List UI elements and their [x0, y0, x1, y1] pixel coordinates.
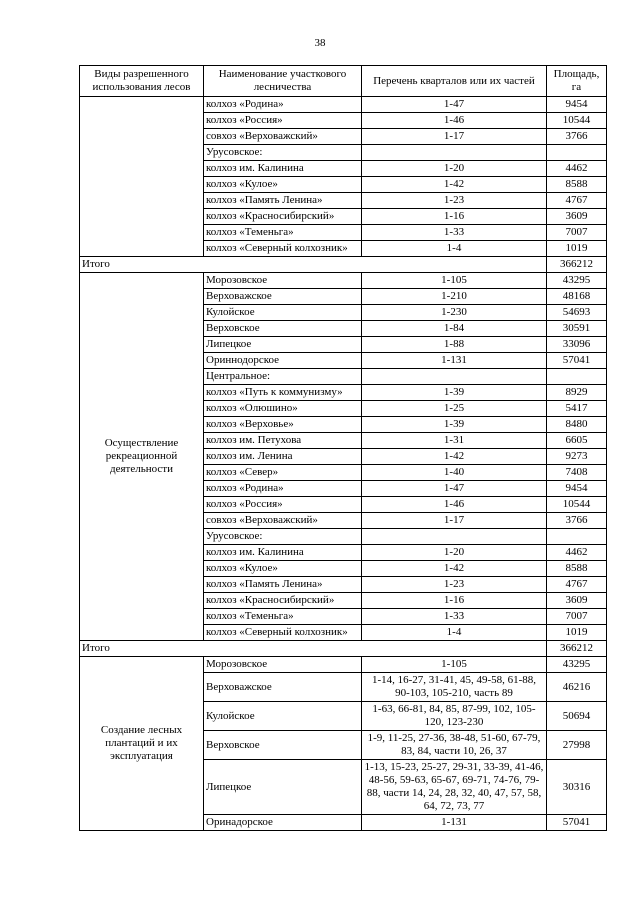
forestry-name-cell: Липецкое [204, 760, 362, 815]
quarters-cell: 1-14, 16-27, 31-41, 45, 49-58, 61-88, 90-103, 105-210, часть 89 [362, 673, 547, 702]
quarters-cell: 1-13, 15-23, 25-27, 29-31, 33-39, 41-46, 48-56, 59-63, 65-67, 69-71, 74-76, 79-88, части 14, 24, 28, 32, 40, 47, 57, 58, 64, 72, 73, 77 [362, 760, 547, 815]
page-number: 38 [314, 37, 326, 49]
area-cell: 8588 [547, 177, 607, 193]
quarters-cell: 1-23 [362, 193, 547, 209]
forestry-name-cell: совхоз «Верховажский» [204, 513, 362, 529]
area-cell: 3766 [547, 513, 607, 529]
quarters-cell: 1-9, 11-25, 27-36, 38-48, 51-60, 67-79, 83, 84, части 10, 26, 37 [362, 731, 547, 760]
total-row [80, 641, 607, 657]
area-cell: 5417 [547, 401, 607, 417]
area-cell: 33096 [547, 337, 607, 353]
forestry-name-cell: колхоз «Россия» [204, 497, 362, 513]
quarters-cell: 1-20 [362, 161, 547, 177]
forestry-name-cell: колхоз «Северный колхозник» [204, 625, 362, 641]
forestry-name-cell: Верховское [204, 321, 362, 337]
quarters-cell: 1-4 [362, 241, 547, 257]
quarters-cell: 1-16 [362, 209, 547, 225]
forestry-name-cell: колхоз «Кулое» [204, 561, 362, 577]
forestry-name-cell: колхоз «Кулое» [204, 177, 362, 193]
header-area: Площадь, га [547, 66, 607, 97]
area-cell: 8480 [547, 417, 607, 433]
quarters-cell: 1-210 [362, 289, 547, 305]
forestry-name-cell: Морозовское [204, 657, 362, 673]
forestry-name-cell: Оринадорское [204, 815, 362, 831]
area-cell: 9454 [547, 481, 607, 497]
area-cell: 1019 [547, 241, 607, 257]
forestry-name-cell: колхоз «Путь к коммунизму» [204, 385, 362, 401]
quarters-cell: 1-88 [362, 337, 547, 353]
quarters-cell [362, 369, 547, 385]
forestry-name-cell: колхоз «Красносибирский» [204, 209, 362, 225]
forestry-name-cell: совхоз «Верховажский» [204, 129, 362, 145]
quarters-cell: 1-31 [362, 433, 547, 449]
table-body [80, 97, 607, 831]
forestry-name-cell: колхоз им. Калинина [204, 161, 362, 177]
quarters-cell: 1-16 [362, 593, 547, 609]
total-row [80, 257, 607, 273]
area-cell: 4462 [547, 545, 607, 561]
total-label: Итого [80, 641, 547, 657]
area-cell: 43295 [547, 273, 607, 289]
area-cell: 8588 [547, 561, 607, 577]
quarters-cell: 1-4 [362, 625, 547, 641]
quarters-cell: 1-33 [362, 609, 547, 625]
quarters-cell: 1-39 [362, 417, 547, 433]
total-label: Итого [80, 257, 547, 273]
quarters-cell: 1-63, 66-81, 84, 85, 87-99, 102, 105-120, 123-230 [362, 702, 547, 731]
forestry-name-cell: Верховское [204, 731, 362, 760]
area-cell: 46216 [547, 673, 607, 702]
forestry-name-cell: колхоз «Север» [204, 465, 362, 481]
quarters-cell: 1-131 [362, 353, 547, 369]
quarters-cell: 1-105 [362, 273, 547, 289]
area-cell: 30316 [547, 760, 607, 815]
table-header-row [80, 66, 607, 97]
quarters-cell: 1-46 [362, 497, 547, 513]
forestry-name-cell: колхоз «Теменьга» [204, 609, 362, 625]
forestry-name-cell: Центральное: [204, 369, 362, 385]
forestry-name-cell: Урусовское: [204, 145, 362, 161]
quarters-cell: 1-20 [362, 545, 547, 561]
area-cell: 30591 [547, 321, 607, 337]
area-cell: 7007 [547, 225, 607, 241]
area-cell: 27998 [547, 731, 607, 760]
forestry-name-cell: колхоз им. Ленина [204, 449, 362, 465]
total-value: 366212 [547, 641, 607, 657]
forestry-name-cell: колхоз «Родина» [204, 481, 362, 497]
quarters-cell: 1-42 [362, 177, 547, 193]
quarters-cell: 1-230 [362, 305, 547, 321]
area-cell: 7408 [547, 465, 607, 481]
area-cell: 3609 [547, 209, 607, 225]
area-cell: 1019 [547, 625, 607, 641]
area-cell: 10544 [547, 113, 607, 129]
area-cell: 9273 [547, 449, 607, 465]
forestry-name-cell: колхоз «Северный колхозник» [204, 241, 362, 257]
area-cell: 10544 [547, 497, 607, 513]
quarters-cell: 1-47 [362, 97, 547, 113]
forestry-name-cell: Верховажское [204, 289, 362, 305]
area-cell: 57041 [547, 353, 607, 369]
use-type-cell: Создание лесных плантаций и их эксплуатация [80, 657, 204, 831]
quarters-cell: 1-105 [362, 657, 547, 673]
quarters-cell [362, 529, 547, 545]
forestry-name-cell: колхоз «Родина» [204, 97, 362, 113]
forestry-name-cell: колхоз «Россия» [204, 113, 362, 129]
use-type-cell [80, 97, 204, 257]
quarters-cell: 1-42 [362, 449, 547, 465]
area-cell [547, 529, 607, 545]
total-value: 366212 [547, 257, 607, 273]
area-cell: 7007 [547, 609, 607, 625]
area-cell: 4767 [547, 577, 607, 593]
forestry-name-cell: Липецкое [204, 337, 362, 353]
area-cell: 48168 [547, 289, 607, 305]
forestry-name-cell: Кулойское [204, 702, 362, 731]
forestry-name-cell: колхоз «Верховье» [204, 417, 362, 433]
area-cell: 3609 [547, 593, 607, 609]
area-cell: 43295 [547, 657, 607, 673]
forestry-name-cell: колхоз «Память Ленина» [204, 193, 362, 209]
quarters-cell: 1-33 [362, 225, 547, 241]
area-cell: 50694 [547, 702, 607, 731]
quarters-cell: 1-84 [362, 321, 547, 337]
table-row [80, 273, 607, 289]
quarters-cell: 1-46 [362, 113, 547, 129]
quarters-cell: 1-17 [362, 513, 547, 529]
forestry-name-cell: Кулойское [204, 305, 362, 321]
area-cell: 57041 [547, 815, 607, 831]
quarters-cell: 1-23 [362, 577, 547, 593]
area-cell [547, 369, 607, 385]
area-cell: 54693 [547, 305, 607, 321]
forestry-name-cell: колхоз «Теменьга» [204, 225, 362, 241]
area-cell: 3766 [547, 129, 607, 145]
forestry-name-cell: Урусовское: [204, 529, 362, 545]
quarters-cell: 1-131 [362, 815, 547, 831]
quarters-cell: 1-47 [362, 481, 547, 497]
area-cell: 4767 [547, 193, 607, 209]
table-row [80, 657, 607, 673]
forestry-name-cell: Морозовское [204, 273, 362, 289]
forest-use-table [79, 65, 607, 831]
header-use-type: Виды разрешенного использования лесов [80, 66, 204, 97]
area-cell: 8929 [547, 385, 607, 401]
forestry-name-cell: колхоз им. Калинина [204, 545, 362, 561]
quarters-cell: 1-39 [362, 385, 547, 401]
quarters-cell: 1-42 [362, 561, 547, 577]
forestry-name-cell: колхоз им. Петухова [204, 433, 362, 449]
quarters-cell: 1-25 [362, 401, 547, 417]
table-row [80, 97, 607, 113]
quarters-cell: 1-40 [362, 465, 547, 481]
area-cell: 4462 [547, 161, 607, 177]
forestry-name-cell: колхоз «Олюшино» [204, 401, 362, 417]
header-forestry-name: Наименование участкового лесничества [204, 66, 362, 97]
forestry-name-cell: Ориннодорское [204, 353, 362, 369]
area-cell [547, 145, 607, 161]
forestry-name-cell: колхоз «Память Ленина» [204, 577, 362, 593]
quarters-cell [362, 145, 547, 161]
use-type-cell: Осуществление рекреационной деятельности [80, 273, 204, 641]
quarters-cell: 1-17 [362, 129, 547, 145]
header-quarters: Перечень кварталов или их частей [362, 66, 547, 97]
area-cell: 9454 [547, 97, 607, 113]
area-cell: 6605 [547, 433, 607, 449]
forestry-name-cell: колхоз «Красносибирский» [204, 593, 362, 609]
forestry-name-cell: Верховажское [204, 673, 362, 702]
